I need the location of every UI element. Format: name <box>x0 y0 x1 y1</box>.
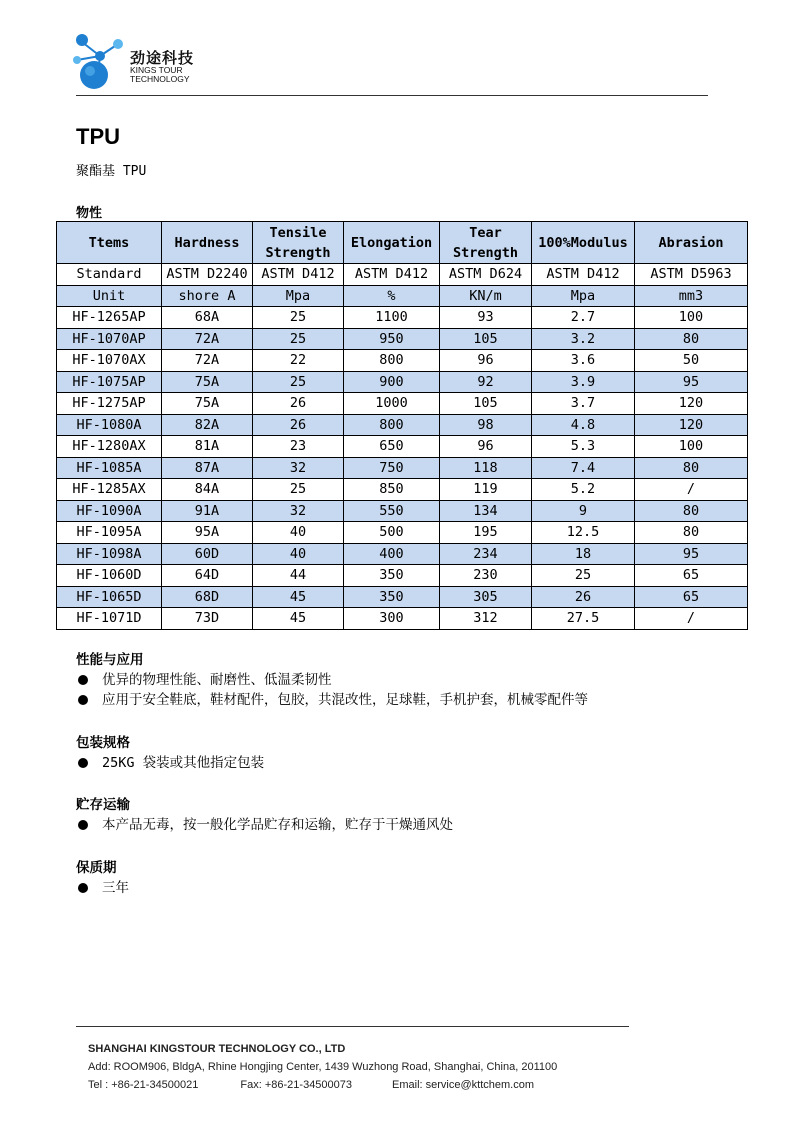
footer-address: Add: ROOM906, BldgA, Rhine Hongjing Center, 1439 Wuzhong Road, Shanghai, China, 201100 <box>88 1061 558 1073</box>
page-subtitle: 聚酯基 TPU <box>76 164 147 179</box>
table-row <box>57 608 748 630</box>
list-item-text: 25KG 袋装或其他指定包装 <box>102 755 265 771</box>
table-cell: 550 <box>344 500 440 522</box>
bullet-icon <box>78 675 88 685</box>
table-cell: HF-1070AX <box>57 350 162 372</box>
table-cell: Abrasion <box>635 222 748 264</box>
table-cell: 312 <box>440 608 532 630</box>
table-cell: 500 <box>344 522 440 544</box>
table-cell: 22 <box>253 350 344 372</box>
properties-table <box>56 221 748 630</box>
table-cell: 12.5 <box>532 522 635 544</box>
table-header-row <box>57 222 748 264</box>
list-item <box>76 753 264 773</box>
table-cell: 3.2 <box>532 328 635 350</box>
list-item-text: 应用于安全鞋底，鞋材配件，包胶，共混改性，足球鞋，手机护套，机械零配件等 <box>102 692 588 708</box>
table-cell: 25 <box>253 479 344 501</box>
table-cell: Tear Strength <box>440 222 532 264</box>
table-cell: KN/m <box>440 285 532 307</box>
table-cell: 92 <box>440 371 532 393</box>
table-cell: 400 <box>344 543 440 565</box>
bullet-icon <box>78 820 88 830</box>
list-item-text: 本产品无毒，按一般化学品贮存和运输，贮存于干燥通风处 <box>102 817 453 833</box>
page-title: TPU <box>76 124 120 149</box>
table-row <box>57 393 748 415</box>
list-item-text: 三年 <box>102 880 129 896</box>
table-cell: 68A <box>162 307 253 329</box>
table-cell: 300 <box>344 608 440 630</box>
footer-divider <box>76 1026 629 1027</box>
table-cell: 650 <box>344 436 440 458</box>
table-cell: 195 <box>440 522 532 544</box>
table-cell: Hardness <box>162 222 253 264</box>
table-cell: 95 <box>635 543 748 565</box>
table-cell: 26 <box>532 586 635 608</box>
header-divider <box>76 95 708 96</box>
table-cell: 23 <box>253 436 344 458</box>
table-cell: 50 <box>635 350 748 372</box>
table-cell: 65 <box>635 565 748 587</box>
bullet-icon <box>78 758 88 768</box>
table-cell: ASTM D2240 <box>162 264 253 286</box>
table-cell: 850 <box>344 479 440 501</box>
info-section <box>76 733 264 773</box>
table-row <box>57 307 748 329</box>
table-cell: 105 <box>440 393 532 415</box>
logo-english-line2: TECHNOLOGY <box>130 74 190 84</box>
table-cell: 96 <box>440 350 532 372</box>
table-cell: HF-1085A <box>57 457 162 479</box>
table-cell: 100 <box>635 307 748 329</box>
table-cell: 98 <box>440 414 532 436</box>
table-cell: 84A <box>162 479 253 501</box>
list-item-text: 优异的物理性能、耐磨性、低温柔韧性 <box>102 672 332 688</box>
table-cell: 105 <box>440 328 532 350</box>
table-cell: 81A <box>162 436 253 458</box>
table-cell: 40 <box>253 522 344 544</box>
table-cell: 68D <box>162 586 253 608</box>
table-cell: 82A <box>162 414 253 436</box>
table-cell: 87A <box>162 457 253 479</box>
table-cell: Mpa <box>532 285 635 307</box>
table-cell: 80 <box>635 522 748 544</box>
table-cell: HF-1090A <box>57 500 162 522</box>
logo-chinese-name: 劲途科技 <box>130 49 195 67</box>
table-cell: 4.8 <box>532 414 635 436</box>
table-cell: 25 <box>253 371 344 393</box>
table-cell: 3.9 <box>532 371 635 393</box>
bullet-icon <box>78 695 88 705</box>
table-row <box>57 479 748 501</box>
table-cell: 75A <box>162 393 253 415</box>
table-cell: Unit <box>57 285 162 307</box>
table-cell: 350 <box>344 586 440 608</box>
table-cell: 95A <box>162 522 253 544</box>
table-cell: 26 <box>253 393 344 415</box>
table-cell: 234 <box>440 543 532 565</box>
table-row <box>57 328 748 350</box>
table-cell: HF-1080A <box>57 414 162 436</box>
footer-tel: Tel : +86-21-34500021 <box>88 1079 199 1091</box>
table-cell: 100 <box>635 436 748 458</box>
table-cell: 40 <box>253 543 344 565</box>
footer-email: Email: service@kttchem.com <box>392 1079 535 1091</box>
table-cell: HF-1060D <box>57 565 162 587</box>
table-cell: 72A <box>162 350 253 372</box>
table-cell: HF-1070AP <box>57 328 162 350</box>
table-cell: 350 <box>344 565 440 587</box>
table-cell: 80 <box>635 457 748 479</box>
table-cell: 32 <box>253 500 344 522</box>
table-cell: HF-1275AP <box>57 393 162 415</box>
table-cell: 118 <box>440 457 532 479</box>
table-cell: 93 <box>440 307 532 329</box>
table-cell: 25 <box>253 328 344 350</box>
table-cell: 1000 <box>344 393 440 415</box>
table-cell: 2.7 <box>532 307 635 329</box>
table-cell: 18 <box>532 543 635 565</box>
table-cell: 32 <box>253 457 344 479</box>
section-title: 保质期 <box>76 860 117 876</box>
info-section <box>76 795 453 835</box>
table-cell: ASTM D624 <box>440 264 532 286</box>
company-logo <box>72 30 212 92</box>
table-cell: 45 <box>253 608 344 630</box>
table-cell: Elongation <box>344 222 440 264</box>
info-section <box>76 650 588 710</box>
table-row <box>57 436 748 458</box>
table-row <box>57 565 748 587</box>
table-cell: 45 <box>253 586 344 608</box>
table-cell: Tensile Strength <box>253 222 344 264</box>
list-item <box>76 690 588 710</box>
table-cell: 119 <box>440 479 532 501</box>
table-cell: HF-1065D <box>57 586 162 608</box>
table-row <box>57 522 748 544</box>
table-cell: 3.6 <box>532 350 635 372</box>
table-cell: ASTM D412 <box>344 264 440 286</box>
list-item <box>76 878 129 898</box>
table-row <box>57 285 748 307</box>
logo-english-line1: KINGS TOUR <box>130 65 183 75</box>
table-cell: Ttems <box>57 222 162 264</box>
table-cell: 26 <box>253 414 344 436</box>
table-cell: 7.4 <box>532 457 635 479</box>
table-cell: / <box>635 608 748 630</box>
table-cell: 96 <box>440 436 532 458</box>
table-cell: Standard <box>57 264 162 286</box>
footer-company: SHANGHAI KINGSTOUR TECHNOLOGY CO., LTD <box>88 1043 346 1055</box>
table-cell: 800 <box>344 350 440 372</box>
table-cell: / <box>635 479 748 501</box>
table-row <box>57 350 748 372</box>
table-cell: 64D <box>162 565 253 587</box>
table-row <box>57 543 748 565</box>
table-cell: 134 <box>440 500 532 522</box>
table-cell: 72A <box>162 328 253 350</box>
properties-label: 物性 <box>76 206 103 221</box>
table-cell: 100%Modulus <box>532 222 635 264</box>
table-cell: 80 <box>635 328 748 350</box>
list-item <box>76 670 588 690</box>
table-row <box>57 457 748 479</box>
table-cell: shore A <box>162 285 253 307</box>
table-cell: 75A <box>162 371 253 393</box>
section-title: 性能与应用 <box>76 652 144 668</box>
table-cell: % <box>344 285 440 307</box>
table-row <box>57 264 748 286</box>
table-cell: HF-1095A <box>57 522 162 544</box>
table-cell: 44 <box>253 565 344 587</box>
table-cell: ASTM D5963 <box>635 264 748 286</box>
table-row <box>57 500 748 522</box>
table-cell: 91A <box>162 500 253 522</box>
table-cell: 1100 <box>344 307 440 329</box>
table-row <box>57 414 748 436</box>
table-cell: 95 <box>635 371 748 393</box>
table-cell: 73D <box>162 608 253 630</box>
table-cell: HF-1075AP <box>57 371 162 393</box>
table-cell: 800 <box>344 414 440 436</box>
table-cell: 750 <box>344 457 440 479</box>
info-section <box>76 858 129 898</box>
section-title: 贮存运输 <box>76 797 130 813</box>
table-cell: HF-1265AP <box>57 307 162 329</box>
table-cell: HF-1280AX <box>57 436 162 458</box>
footer-fax: Fax: +86-21-34500073 <box>240 1079 353 1091</box>
table-row <box>57 371 748 393</box>
footer <box>88 1040 557 1094</box>
table-cell: 9 <box>532 500 635 522</box>
table-cell: 900 <box>344 371 440 393</box>
table-cell: 120 <box>635 414 748 436</box>
section-title: 包装规格 <box>76 735 130 751</box>
table-cell: HF-1285AX <box>57 479 162 501</box>
bullet-icon <box>78 883 88 893</box>
logo-molecule-icon <box>72 30 132 92</box>
table-cell: 60D <box>162 543 253 565</box>
table-cell: 5.2 <box>532 479 635 501</box>
table-cell: ASTM D412 <box>253 264 344 286</box>
list-item <box>76 815 453 835</box>
table-cell: 80 <box>635 500 748 522</box>
table-cell: 27.5 <box>532 608 635 630</box>
table-cell: ASTM D412 <box>532 264 635 286</box>
table-row <box>57 586 748 608</box>
table-cell: Mpa <box>253 285 344 307</box>
table-cell: HF-1071D <box>57 608 162 630</box>
table-cell: HF-1098A <box>57 543 162 565</box>
table-cell: 3.7 <box>532 393 635 415</box>
table-cell: 25 <box>532 565 635 587</box>
table-cell: 5.3 <box>532 436 635 458</box>
table-cell: mm3 <box>635 285 748 307</box>
table-cell: 120 <box>635 393 748 415</box>
table-cell: 65 <box>635 586 748 608</box>
table-cell: 950 <box>344 328 440 350</box>
table-cell: 25 <box>253 307 344 329</box>
table-cell: 230 <box>440 565 532 587</box>
table-cell: 305 <box>440 586 532 608</box>
footer-contact <box>88 1076 557 1094</box>
